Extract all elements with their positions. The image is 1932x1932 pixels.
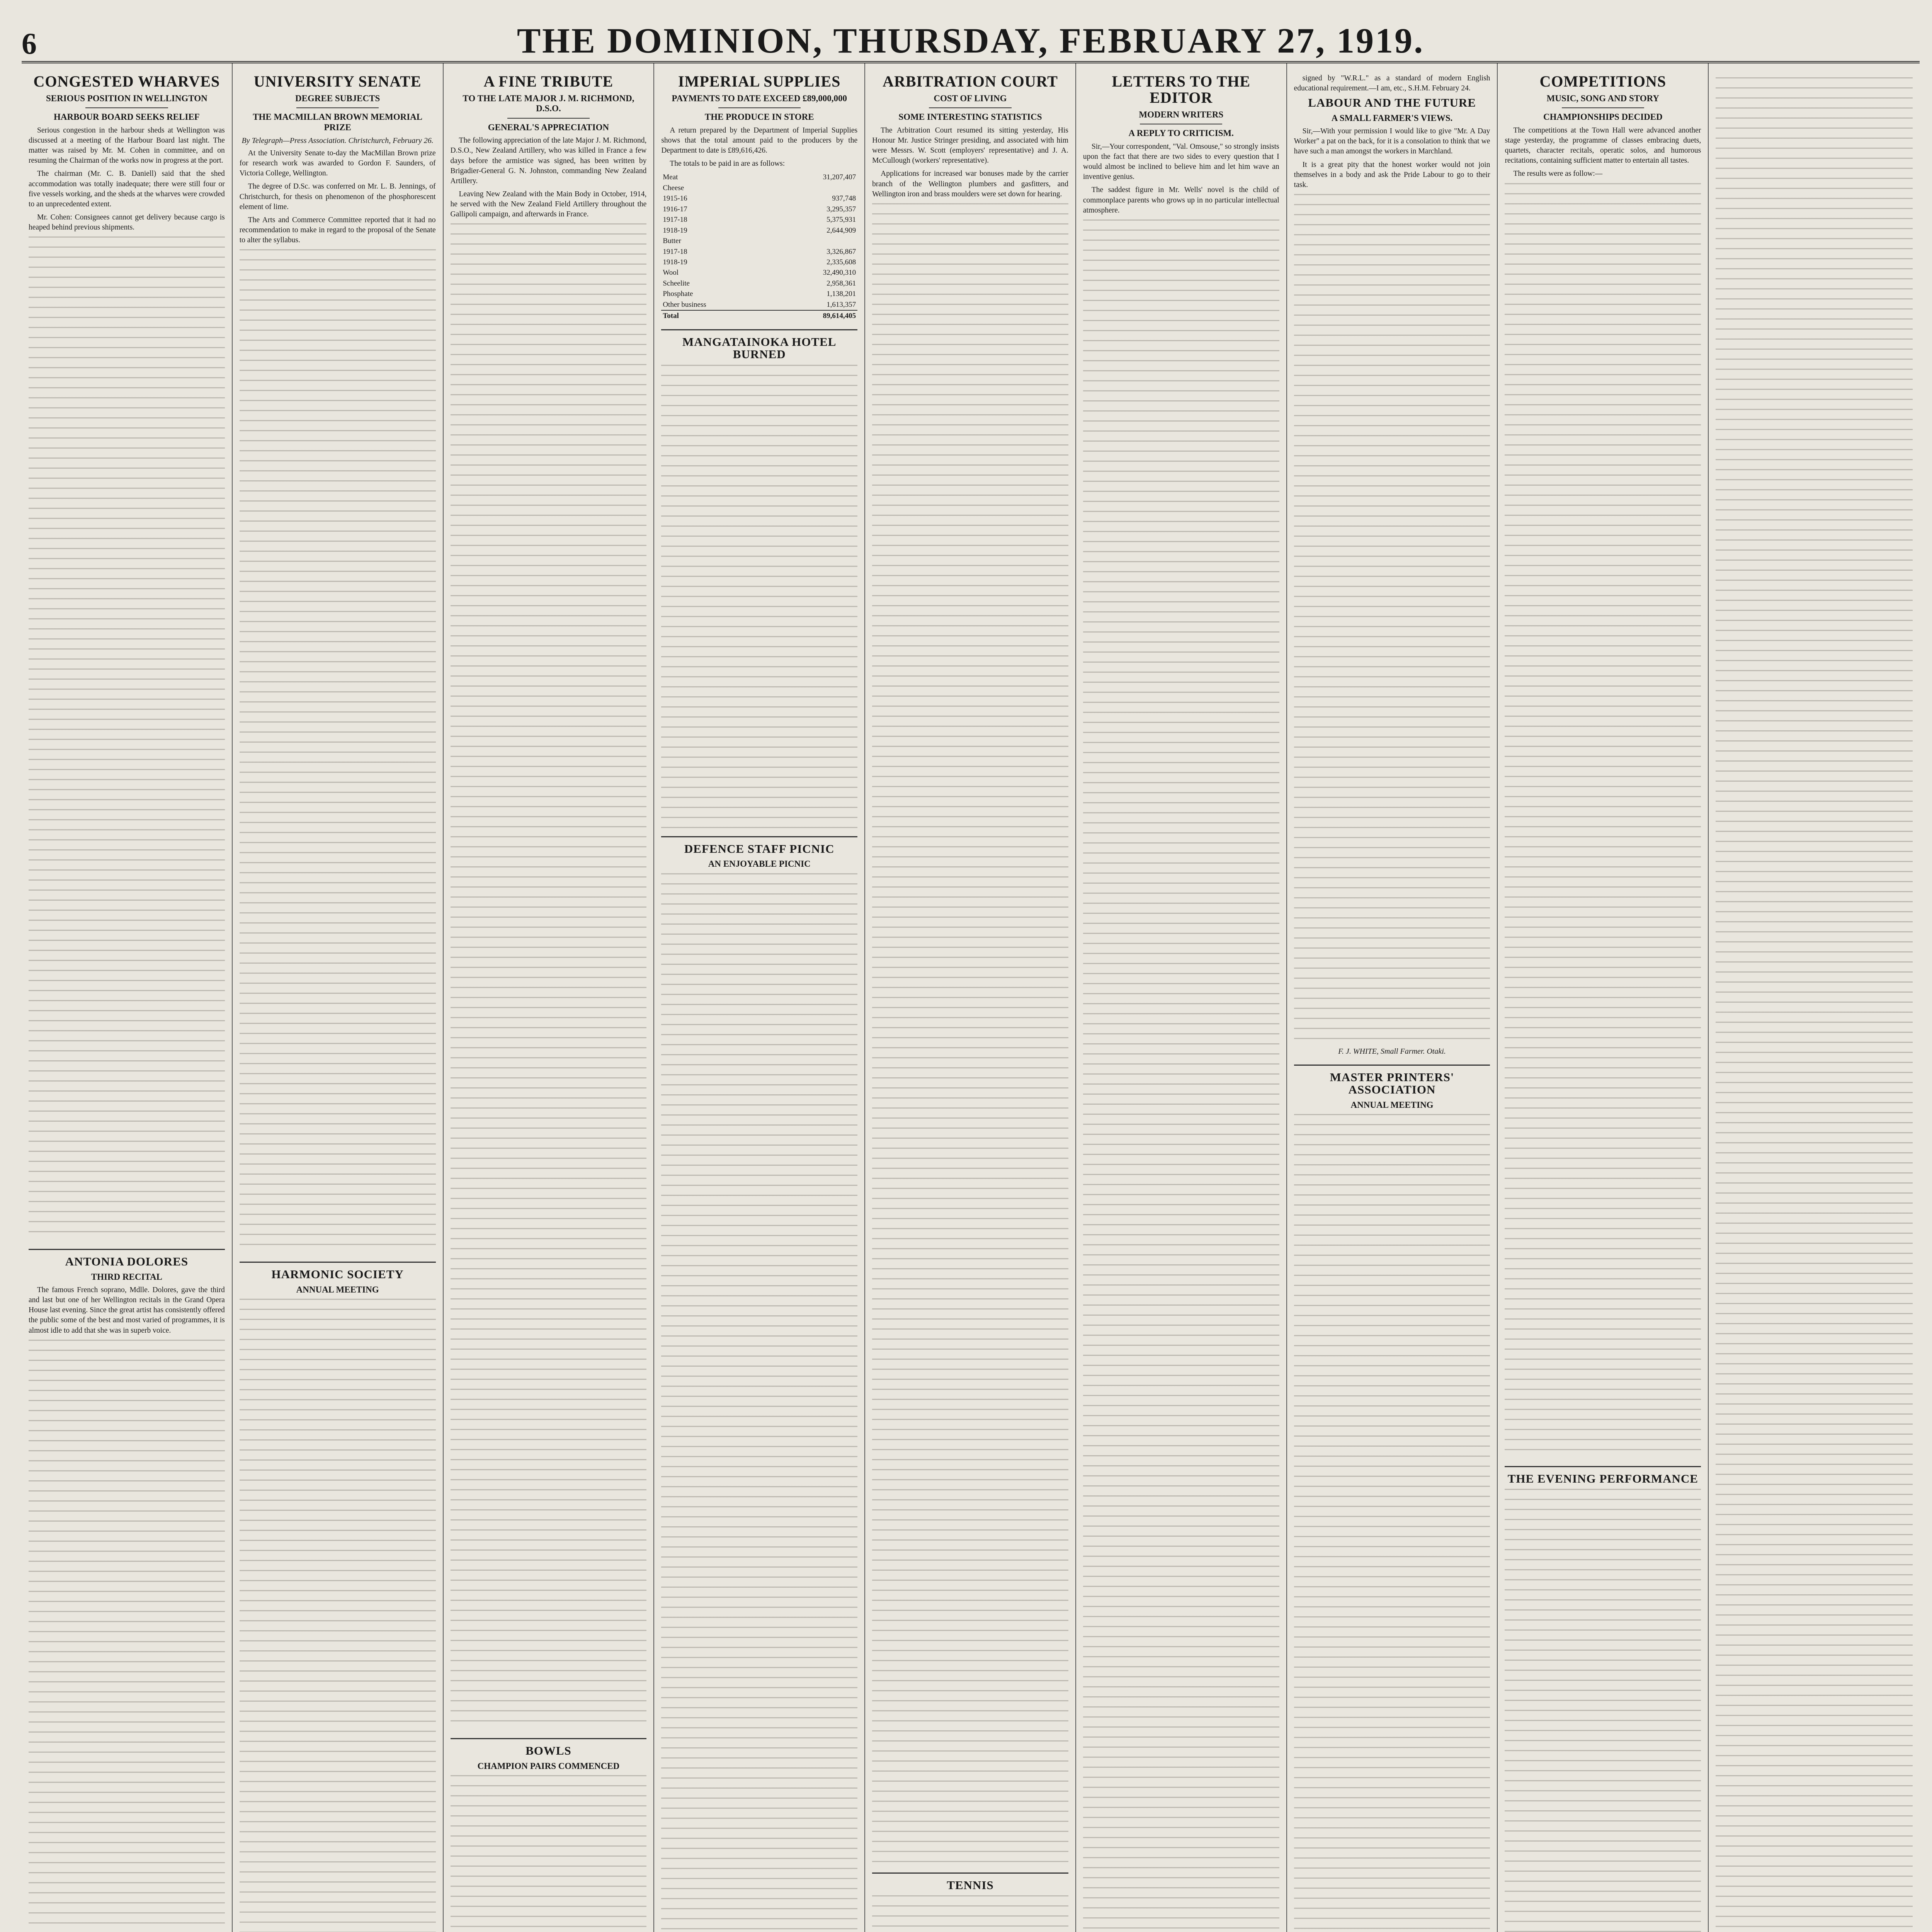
headline-bowls: BOWLS [526,1744,571,1758]
headline-imperial-supplies: IMPERIAL SUPPLIES [678,73,841,90]
headline-university-senate: UNIVERSITY SENATE [253,73,422,90]
deck: SOME INTERESTING STATISTICS [898,112,1042,122]
paragraph: At the University Senate to-day the MacMillan Brown prize for research work was awarded to Gordon F. Saunders, of Victoria College, Wellington. [239,149,436,178]
body-text-block [451,1775,647,1932]
table-row: 1917-18 5,375,931 [663,216,856,224]
deck: HARBOUR BOARD SEEKS RELIEF [54,112,200,122]
deck: ANNUAL MEETING [296,1284,379,1294]
paragraph: The chairman (Mr. C. B. Daniell) said that the shed accommodation was totally inadequate; there were still four or five vessels working, and the sheds at the wharves were crowded to an unprecedented extent. [29,170,225,208]
masthead-title: THE DOMINION, THURSDAY, FEBRUARY 27, 1919. [517,21,1425,60]
body-text-block [1294,1114,1490,1932]
table-row: Other business 1,613,357 [663,300,856,309]
paragraph: It is a great pity that the honest worker would not join themselves in a body and ask the Pride Labour to go to their task. [1294,160,1490,189]
masthead [22,15,1920,63]
headline-labour-future: LABOUR AND THE FUTURE [1308,96,1476,110]
headline-mangatainoka-hotel: MANGATAINOKA HOTEL BURNED [682,335,837,361]
table-row: 1917-18 3,326,867 [663,247,856,256]
page-number: 6 [22,27,37,60]
payments-table [661,172,857,321]
table-row: Scheelite 2,958,361 [663,279,856,287]
deck: A REPLY TO CRITICISM. [1128,128,1234,138]
article-columns [22,63,1920,1932]
body-text-block [1716,77,1913,1932]
table-total-row: Total 89,614,405 [661,310,857,321]
deck: PAYMENTS TO DATE EXCEED £89,000,000 [672,94,847,103]
body-text-block [1505,183,1701,1458]
paragraph: The saddest figure in Mr. Wells' novel is the child of commonplace parents who grows up in no particular intellectual atmosphere. [1083,186,1279,214]
headline-tennis: TENNIS [947,1878,994,1892]
table-row: Butter [663,237,681,245]
headline-fine-tribute: A FINE TRIBUTE [483,73,614,90]
deck: CHAMPIONSHIPS DECIDED [1543,112,1663,122]
body-text-block [1505,1489,1701,1932]
headline-competitions: COMPETITIONS [1539,73,1667,90]
deck: THIRD RECITAL [91,1272,162,1282]
paragraph: A return prepared by the Department of Imperial Supplies shows that the total amount paid to the producers by the Department to date is £89,616,426. [661,126,858,155]
column-6 [1076,63,1287,1932]
deck: TO THE LATE MAJOR J. M. RICHMOND, D.S.O. [463,94,634,114]
deck: SERIOUS POSITION IN WELLINGTON [46,94,207,103]
paragraph: The degree of D.Sc. was conferred on Mr. L. B. Jennings, of Christchurch, for thesis on phenomenon of the phosphorescent element of lime. [239,182,436,211]
column-4 [654,63,865,1932]
deck: AN ENJOYABLE PICNIC [708,859,811,869]
headline-defence-staff-picnic: DEFENCE STAFF PICNIC [684,842,835,855]
paragraph: The totals to be paid in are as follows: [670,160,785,168]
body-text-block [1083,219,1279,1932]
column-5 [865,63,1076,1932]
paragraph: The competitions at the Town Hall were advanced another stage yesterday, the programme of classes embracing duets, quartets, character recitals, operatic solos, and humorous recitations, containing sufficient matter to entertain all tastes. [1505,126,1701,165]
deck: COST OF LIVING [934,94,1007,103]
body-text-block [661,365,857,828]
table-row: Cheese [663,184,684,192]
deck: DEGREE SUBJECTS [295,94,380,103]
headline-harmonic-society: HARMONIC SOCIETY [271,1267,404,1281]
body-text-block [1294,194,1490,1044]
column-1 [22,63,233,1932]
deck: A SMALL FARMER'S VIEWS. [1331,113,1453,123]
body-text-block [872,203,1068,1865]
deck: MUSIC, SONG AND STORY [1546,94,1660,103]
paragraph: Sir,—Your correspondent, "Val. Omsouse," so strongly insists upon the fact that there are two sides to every question that I would almost be inclined to believe him and let him wave an inventive genius. [1083,142,1279,181]
headline-congested-wharves: CONGESTED WHARVES [33,73,220,90]
body-text-block [240,1299,436,1932]
paragraph: signed by "W.R.L." as a standard of modern English educational requirement.—I am, etc., S.H.M. February 24. [1294,74,1490,93]
headline-arbitration-court: ARBITRATION COURT [883,73,1058,90]
paragraph: The Arts and Commerce Committee reported that it had no recommendation to make in regard to the proposal of the Senate to alter the syllabus. [239,216,436,245]
headline-master-printers: MASTER PRINTERS' ASSOCIATION [1330,1070,1454,1097]
body-text-block [29,236,225,1241]
deck: ANNUAL MEETING [1350,1100,1434,1110]
table-row: 1916-17 3,295,357 [663,205,856,213]
column-9 [1709,63,1920,1932]
paragraph: The Arbitration Court resumed its sitting yesterday, His Honour Mr. Justice Stringer presiding, and associated with him were Messrs. W. Scott (employers' representative) and J. A. McCullough (workers' representative). [872,126,1068,165]
body-text-block [29,1340,225,1932]
paragraph: Leaving New Zealand with the Main Body in October, 1914, he served with the New Zealand Field Artillery throughout the Gallipoli campaign, and afterwards in France. [450,190,647,219]
table-row: Phosphate 1,138,201 [663,290,856,298]
paragraph: The results were as follow:— [1513,170,1603,178]
body-text-block [661,873,857,1932]
table-row: Meat 31,207,407 [663,173,856,182]
paragraph: The famous French soprano, Mdlle. Dolores, gave the third and last but one of her Wellington recitals in the Grand Opera House last evening. Since the great artist has consistently offered the public some of the best and most varied of programmes, it is almost idle to add that she was in superb voice. [29,1286,225,1335]
column-2 [233,63,444,1932]
table-row: Wool 32,490,310 [663,269,856,277]
paragraph: Applications for increased war bonuses made by the carrier branch of the Wellington plumbers and gasfitters, and Wellington iron and brass moulders were set down for hearing. [872,170,1068,198]
headline-evening-performance: THE EVENING PERFORMANCE [1507,1471,1698,1485]
headline-letters-to-editor: LETTERS TO THE EDITOR [1112,73,1251,106]
paragraph: Sir,—With your permission I would like to give "Mr. A Day Worker" a pat on the back, for it is a consolation to think that we have such a man amongst the workers in Marchland. [1294,127,1490,156]
deck: GENERAL'S APPRECIATION [488,122,609,132]
column-8 [1498,63,1709,1932]
column-3 [444,63,655,1932]
body-text-block [872,1895,1068,1932]
paragraph: Serious congestion in the harbour sheds at Wellington was discussed at a meeting of the Harbour Board last night. The matter was raised by Mr. M. Cohen in committee, and on resuming the Chairman of the works now in progress at the port. [29,126,225,165]
deck: THE PRODUCE IN STORE [704,112,814,122]
headline-antonia-dolores: ANTONIA DOLORES [65,1255,189,1269]
table-row: 1918-19 2,335,608 [663,258,856,266]
signature: F. J. WHITE, Small Farmer. Otaki. [1338,1047,1446,1056]
deck: MODERN WRITERS [1139,110,1224,119]
paragraph: The following appreciation of the late Major J. M. Richmond, D.S.O., New Zealand Artillery, who was killed in France a few days before the armistice was signed, has been written by Brigadier-General G. N. Johnston, commanding New Zealand Artillery. [450,136,647,185]
deck: CHAMPION PAIRS COMMENCED [477,1761,620,1771]
table-row: 1918-19 2,644,909 [663,226,856,235]
byline: By Telegraph—Press Association. Christchurch, February 26. [242,136,434,145]
body-text-block [451,223,647,1730]
body-text-block [240,249,436,1254]
paragraph: Mr. Cohen: Consignees cannot get delivery because cargo is heaped behind previous shipments. [29,213,225,231]
column-7 [1287,63,1498,1932]
table-row: 1915-16 937,748 [663,194,856,203]
deck: THE MACMILLAN BROWN MEMORIAL PRIZE [253,112,423,132]
article-body [29,126,225,233]
